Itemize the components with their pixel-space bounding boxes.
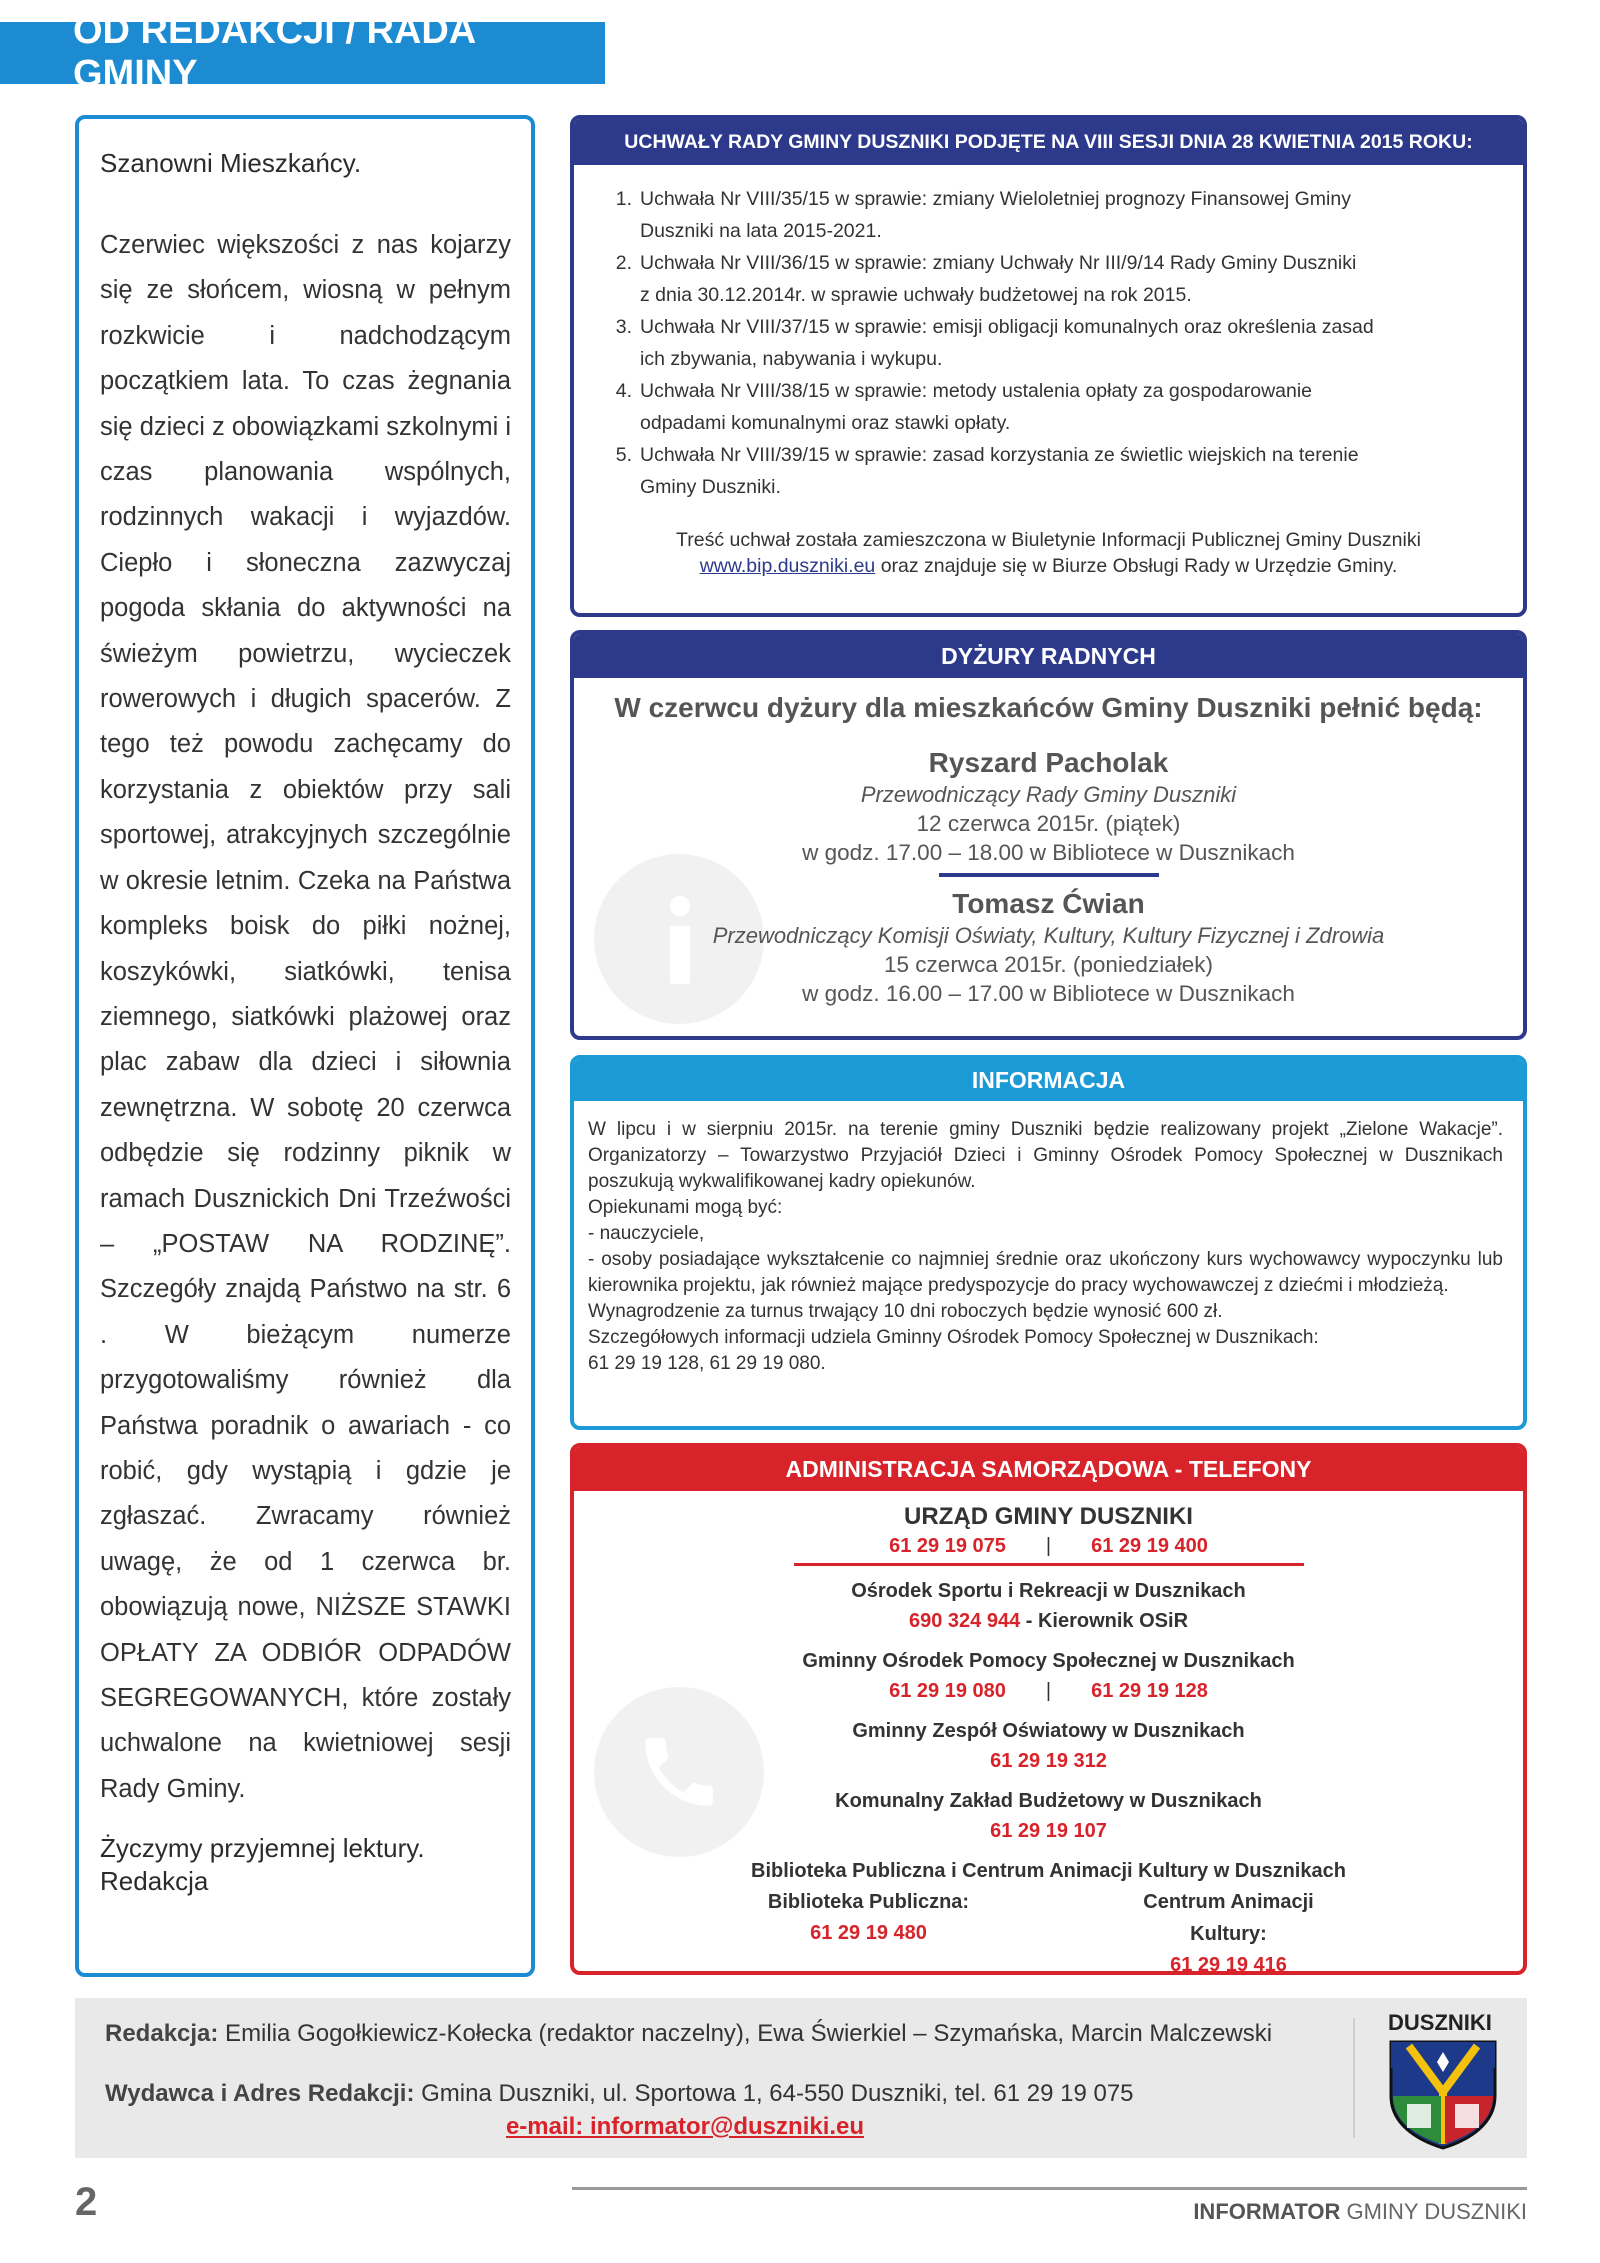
publisher-label: Wydawca i Adres Redakcji: (105, 2080, 415, 2107)
resolutions-note (574, 527, 1523, 579)
institution-name: Gminny Ośrodek Pomocy Społecznej w Dusznikach (802, 1650, 1295, 1672)
list-number: 4. (615, 380, 632, 402)
divider (939, 873, 1159, 877)
note-text: oraz znajduje się w Biurze Obsługi Rady w Urzędzie Gminy. (875, 555, 1398, 577)
info-paragraph: Wynagrodzenie za turnus trwający 10 dni roboczych będzie wynosić 600 zł. (588, 1301, 1223, 1322)
admin-phones-content (574, 1503, 1523, 1975)
phone-number: 690 324 944 (908, 1610, 1021, 1632)
institution-name: Biblioteka Publiczna i Centrum Animacji Kultury w Dusznikach (751, 1860, 1346, 1882)
publisher-line (105, 2080, 1134, 2108)
list-text-line: ich zbywania, nabywania i wykupu. (640, 348, 943, 370)
page-number: 2 (75, 2180, 98, 2224)
admin-phones-box (570, 1443, 1527, 1975)
list-text-line: z dnia 30.12.2014r. w sprawie uchwały budżetowej na rok 2015. (640, 284, 1192, 306)
institution-name: Ośrodek Sportu i Rekreacji w Dusznikach (851, 1580, 1246, 1602)
separator: | (1045, 1680, 1052, 1702)
info-paragraph: 61 29 19 128, 61 29 19 080. (588, 1353, 826, 1374)
list-text (640, 247, 1356, 311)
editorial-letter (75, 115, 535, 1977)
separator: | (1045, 1535, 1052, 1557)
resolutions-box (570, 115, 1527, 617)
publication-name-bold: INFORMATOR (1193, 2199, 1341, 2224)
phone-number: 61 29 19 128 (1091, 1680, 1208, 1702)
resolutions-title: UCHWAŁY RADY GMINY DUSZNIKI PODJĘTE NA VIII SESJI DNIA 28 KWIETNIA 2015 ROKU: (574, 119, 1523, 165)
list-number: 5. (615, 444, 632, 466)
email-link[interactable]: e-mail: informator@duszniki.eu (505, 2113, 865, 2140)
councillor-name: Tomasz Ćwian (952, 888, 1145, 919)
editors-label: Redakcja: (105, 2020, 219, 2047)
info-paragraph: - nauczyciele, (588, 1223, 705, 1244)
institution-phone (574, 1606, 1523, 1636)
duty-intro: W czerwcu dyżury dla mieszkańców Gminy Duszniki pełnić będą: (614, 692, 1483, 723)
list-text (640, 183, 1351, 247)
councillor-role: Przewodniczący Rady Gminy Duszniki (860, 782, 1237, 807)
phone-number: 61 29 19 480 (810, 1922, 927, 1944)
list-item (612, 183, 1453, 247)
institution-name: Komunalny Zakład Budżetowy w Dusznikach (835, 1790, 1262, 1812)
duty-hours-content (574, 692, 1523, 1008)
culture-center-label: Centrum Animacji Kultury: (1143, 1891, 1314, 1945)
phone-note: - Kierownik OSiR (1020, 1610, 1189, 1632)
info-paragraph: Szczegółowych informacji udziela Gminny Ośrodek Pomocy Społecznej w Dusznikach: (588, 1327, 1319, 1348)
duty-date: 12 czerwca 2015r. (piątek) (916, 811, 1181, 836)
office-name: URZĄD GMINY DUSZNIKI (904, 1503, 1193, 1530)
crest-label: DUSZNIKI (1388, 2010, 1492, 2035)
list-text-line: Uchwała Nr VIII/38/15 w sprawie: metody ustalenia opłaty za gospodarowanie (640, 380, 1313, 402)
coat-of-arms-icon (1387, 2038, 1499, 2150)
editors-value: Emilia Gogołkiewicz-Kołecka (redaktor naczelny), Ewa Świerkiel – Szymańska, Marcin Malczewski (218, 2020, 1273, 2047)
info-paragraph: - osoby posiadające wykształcenie co najmniej średnie oraz ukończony kurs wychowawcy wypoczynku lub kierownika projektu, jak również mające predyspozycje do pracy wychowawczej z dziećmi i młodzieżą. (588, 1249, 1503, 1296)
info-paragraph: W lipcu i w sierpniu 2015r. na terenie gminy Duszniki będzie realizowany projekt „Zielone Wakacje”. Organizatorzy – Towarzystwo Przyjaciół Dzieci i Gminny Ośrodek Pomocy Społecznej w Dusznikach poszukują wykwalifikowanej kadry opiekunów. (588, 1119, 1503, 1192)
list-text-line: odpadami komunalnymi oraz stawki opłaty. (640, 412, 1011, 434)
letter-body: Czerwiec większości z nas kojarzy się ze słońcem, wiosną w pełnym rozkwicie i nadchodzącym początkiem lata. To czas żegnania się dzieci z obowiązkami szkolnymi i czas planowania wspólnych, rodzinnych wakacji i wyjazdów. Ciepło i słoneczna zazwyczaj pogoda skłania do aktywności na świeżym powietrzu, wycieczek rowerowych i długich spacerów. Z tego też powodu zachęcamy do korzystania z obiektów przy sali sportowej, atrakcyjnych szczególnie w okresie letnim. Czeka na Państwa kompleks boisk do piłki nożnej, koszykówki, siatkówki, tenisa ziemnego, siatkówki plażowej oraz plac zabaw dla dzieci i siłownia zewnętrzna. W sobotę 20 czerwca odbędzie się rodzinny piknik w ramach Dusznickich Dni Trzeźwości – „POSTAW NA RODZINĘ”. Szczegóły znajdą Państwo na str. 6 . W bieżącym numerze przygotowaliśmy również dla Państwa poradnik o awariach - co robić, gdy wystąpią i gdzie je zgłaszać. Zwracamy również uwagę, że od 1 czerwca br. obowiązują nowe, NIŻSZE STAWKI OPŁATY ZA ODBIÓR ODPADÓW SEGREGOWANYCH, które zostały uchwalone na kwietniowej sesji Rady Gminy. (100, 231, 511, 1803)
institution-phones (574, 1676, 1523, 1706)
list-text (640, 439, 1359, 503)
library-phones (574, 1886, 1523, 1975)
editors-line (105, 2020, 1272, 2048)
information-box (570, 1055, 1527, 1430)
phone-number: 61 29 19 416 (1170, 1954, 1287, 1975)
list-item (612, 311, 1453, 375)
divider (1353, 2018, 1355, 2138)
list-text-line: Uchwała Nr VIII/39/15 w sprawie: zasad korzystania ze świetlic wiejskich na terenie (640, 444, 1359, 466)
list-item (612, 439, 1453, 503)
letter-signature: Redakcja (100, 1866, 209, 1897)
publication-name (1193, 2199, 1527, 2225)
info-paragraph: Opiekunami mogą być: (588, 1197, 783, 1218)
institution-name: Gminny Zespół Oświatowy w Dusznikach (852, 1720, 1245, 1742)
list-number: 1. (615, 188, 632, 210)
duty-hours: w godz. 16.00 – 17.00 w Bibliotece w Dusznikach (802, 981, 1295, 1006)
phone-number: 61 29 19 080 (889, 1680, 1006, 1702)
editorial-credits (75, 1998, 1527, 2158)
culture-center-column (1109, 1886, 1349, 1975)
list-number: 3. (615, 316, 632, 338)
publisher-value: Gmina Duszniki, ul. Sportowa 1, 64-550 Duszniki, tel. 61 29 19 075 (414, 2080, 1134, 2107)
office-phones (574, 1531, 1523, 1561)
phone-number: 61 29 19 075 (889, 1535, 1006, 1557)
phone-number: 61 29 19 400 (1091, 1535, 1208, 1557)
publication-name-rest: GMINY DUSZNIKI (1340, 2199, 1527, 2224)
list-text (640, 375, 1312, 439)
list-item (612, 375, 1453, 439)
resolutions-list (574, 165, 1523, 503)
list-item (612, 247, 1453, 311)
letter-greeting: Szanowni Mieszkańcy. (100, 148, 362, 178)
list-text-line: Uchwała Nr VIII/35/15 w sprawie: zmiany Wieloletniej prognozy Finansowej Gminy (640, 188, 1351, 210)
duty-date: 15 czerwca 2015r. (poniedziałek) (884, 952, 1213, 977)
note-text: Treść uchwał została zamieszczona w Biuletynie Informacji Publicznej Gminy Duszniki (676, 529, 1421, 551)
library-label: Biblioteka Publiczna: (767, 1891, 970, 1913)
duty-hours-title: DYŻURY RADNYCH (574, 634, 1523, 678)
letter-closing (100, 1832, 511, 1898)
councillor-name: Ryszard Pacholak (928, 747, 1169, 778)
list-text-line: Uchwała Nr VIII/36/15 w sprawie: zmiany Uchwały Nr III/9/14 Rady Gminy Duszniki (640, 252, 1357, 274)
admin-phones-title: ADMINISTRACJA SAMORZĄDOWA - TELEFONY (574, 1447, 1523, 1491)
footer-rule (572, 2187, 1527, 2190)
duty-hours-box (570, 630, 1527, 1040)
list-text-line: Duszniki na lata 2015-2021. (640, 220, 882, 242)
duty-hours: w godz. 17.00 – 18.00 w Bibliotece w Dusznikach (802, 840, 1295, 865)
section-header (0, 10, 605, 95)
information-text (574, 1101, 1523, 1377)
information-title: INFORMACJA (574, 1059, 1523, 1101)
list-text (640, 311, 1374, 375)
phone-number: 61 29 19 107 (990, 1820, 1107, 1842)
list-text-line: Uchwała Nr VIII/37/15 w sprawie: emisji obligacji komunalnych oraz określenia zasad (640, 316, 1374, 338)
section-title: OD REDAKCJI / RADA GMINY (73, 10, 475, 95)
list-text-line: Gminy Duszniki. (640, 476, 781, 498)
councillor-role: Przewodniczący Komisji Oświaty, Kultury, Kultury Fizycznej i Zdrowia (712, 923, 1385, 948)
phone-number: 61 29 19 312 (990, 1750, 1107, 1772)
divider (794, 1563, 1304, 1566)
library-column (749, 1886, 989, 1975)
bip-link[interactable]: www.bip.duszniki.eu (699, 555, 876, 577)
list-number: 2. (615, 252, 632, 274)
letter-closing-wish: Życzymy przyjemnej lektury. (100, 1833, 425, 1864)
